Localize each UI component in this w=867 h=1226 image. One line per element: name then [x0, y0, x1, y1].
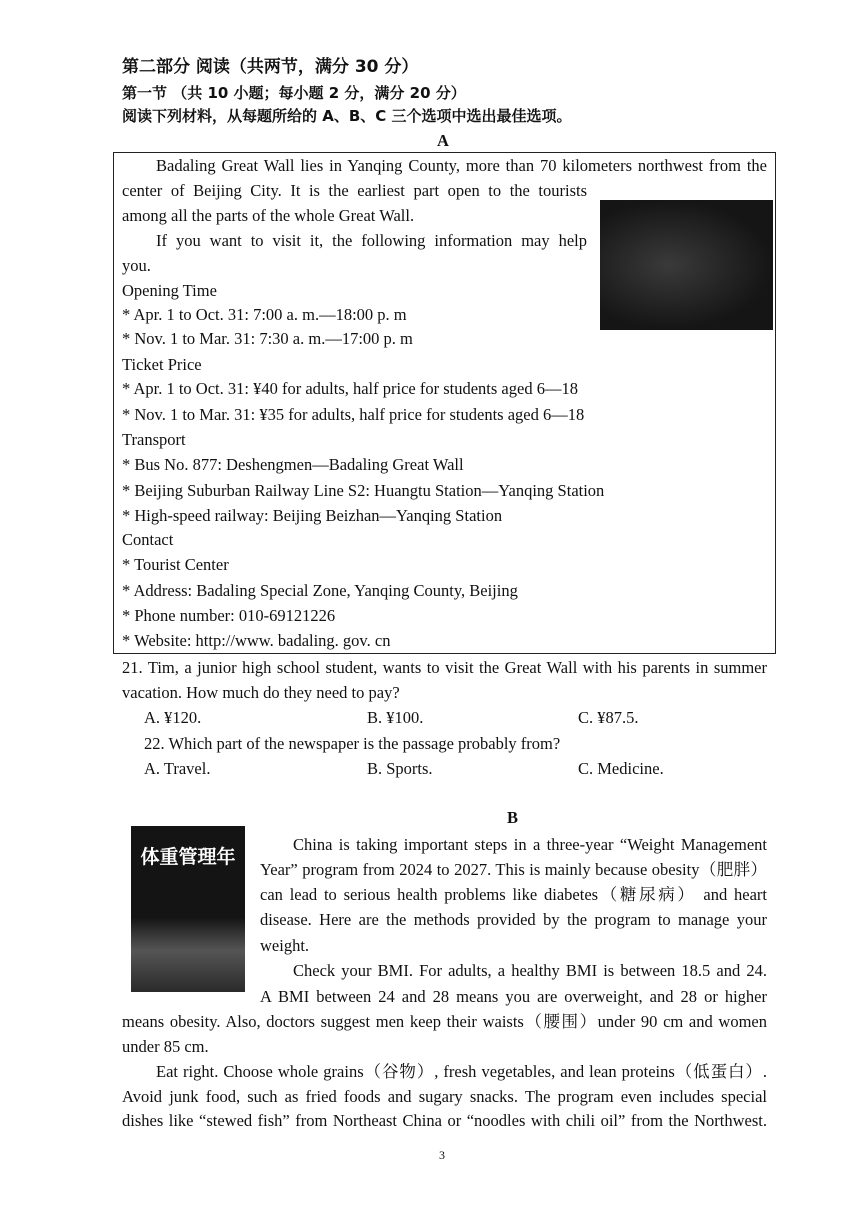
passage-a-line: you.: [122, 256, 151, 275]
passage-a-line: * Nov. 1 to Mar. 31: ¥35 for adults, half price for students aged 6—18: [122, 405, 585, 424]
passage-b-line: A BMI between 24 and 28 means you are overweight, and 28 or higher: [260, 987, 767, 1006]
passage-b-line: under 85 cm.: [122, 1037, 209, 1056]
passage-b-line: disease. Here are the methods provided by the program to manage your: [260, 910, 767, 929]
passage-a-line: * Website: http://www. badaling. gov. cn: [122, 631, 391, 650]
passage-a-line: Contact: [122, 530, 174, 549]
question-22-option-a[interactable]: A. Travel.: [144, 759, 211, 778]
passage-b-line: Check your BMI. For adults, a healthy BMI is between 18.5 and 24.: [293, 961, 767, 980]
passage-b-line: dishes like “stewed fish” from Northeast China or “noodles with chili oil” from the Northwest.: [122, 1111, 767, 1130]
question-21-option-c[interactable]: C. ¥87.5.: [578, 708, 639, 727]
passage-a-line: * Apr. 1 to Oct. 31: 7:00 a. m.—18:00 p. m: [122, 305, 407, 324]
weight-management-book-cover: [131, 826, 245, 992]
passage-b-line: can lead to serious health problems like diabetes（糖尿病） and heart: [260, 885, 767, 904]
passage-a-label: A: [437, 131, 449, 150]
passage-a-line: * Phone number: 010-69121226: [122, 606, 336, 625]
passage-a-line: * Tourist Center: [122, 555, 229, 574]
passage-a-line: center of Beijing City. It is the earliest part open to the tourists: [122, 181, 587, 200]
passage-b-line: Eat right. Choose whole grains（谷物）, fresh vegetables, and lean proteins（低蛋白）.: [156, 1062, 767, 1081]
question-22-option-b[interactable]: B. Sports.: [367, 759, 433, 778]
passage-a-line: Badaling Great Wall lies in Yanqing County, more than 70 kilometers northwest from the: [156, 156, 767, 175]
question-22-stem: 22. Which part of the newspaper is the passage probably from?: [144, 734, 561, 753]
part-title: 第二部分 阅读（共两节，满分 30 分）: [122, 57, 419, 77]
passage-b-label: B: [507, 808, 519, 827]
question-21-option-a[interactable]: A. ¥120.: [144, 708, 202, 727]
passage-a-line: * Nov. 1 to Mar. 31: 7:30 a. m.—17:00 p. m: [122, 329, 413, 348]
passage-a-line: * Bus No. 877: Deshengmen—Badaling Great Wall: [122, 455, 464, 474]
question-21-stem: 21. Tim, a junior high school student, wants to visit the Great Wall with his parents in summer: [122, 658, 767, 677]
passage-b-line: means obesity. Also, doctors suggest men keep their waists（腰围）under 90 cm and women: [122, 1012, 767, 1031]
passage-a-line: * High-speed railway: Beijing Beizhan—Yanqing Station: [122, 506, 503, 525]
passage-a-line: Ticket Price: [122, 355, 202, 374]
passage-b-line: China is taking important steps in a three-year “Weight Management: [293, 835, 767, 854]
section-title: 第一节 （共 10 小题；每小题 2 分，满分 20 分）: [122, 84, 466, 102]
great-wall-photo: [600, 200, 773, 330]
book-title: 体重管理年: [140, 846, 236, 868]
passage-a-line: Opening Time: [122, 281, 217, 300]
passage-a-line: If you want to visit it, the following information may help: [156, 231, 587, 250]
passage-a-line: * Beijing Suburban Railway Line S2: Huangtu Station—Yanqing Station: [122, 481, 605, 500]
passage-a-line: among all the parts of the whole Great Wall.: [122, 206, 415, 225]
passage-b-line: Year” program from 2024 to 2027. This is mainly because obesity（肥胖）: [260, 860, 767, 879]
passage-a-line: Transport: [122, 430, 186, 449]
question-21-option-b[interactable]: B. ¥100.: [367, 708, 424, 727]
passage-b-line: weight.: [260, 936, 310, 955]
question-22-option-c[interactable]: C. Medicine.: [578, 759, 664, 778]
passage-b-line: Avoid junk food, such as fried foods and sugary snacks. The program even includes special: [122, 1087, 767, 1106]
passage-a-line: * Address: Badaling Special Zone, Yanqing County, Beijing: [122, 581, 518, 600]
question-21-stem-cont: vacation. How much do they need to pay?: [122, 683, 400, 702]
instruction: 阅读下列材料，从每题所给的 A、B、C 三个选项中选出最佳选项。: [122, 107, 572, 125]
passage-a-line: * Apr. 1 to Oct. 31: ¥40 for adults, half price for students aged 6—18: [122, 379, 578, 398]
page-number: 3: [439, 1148, 445, 1162]
